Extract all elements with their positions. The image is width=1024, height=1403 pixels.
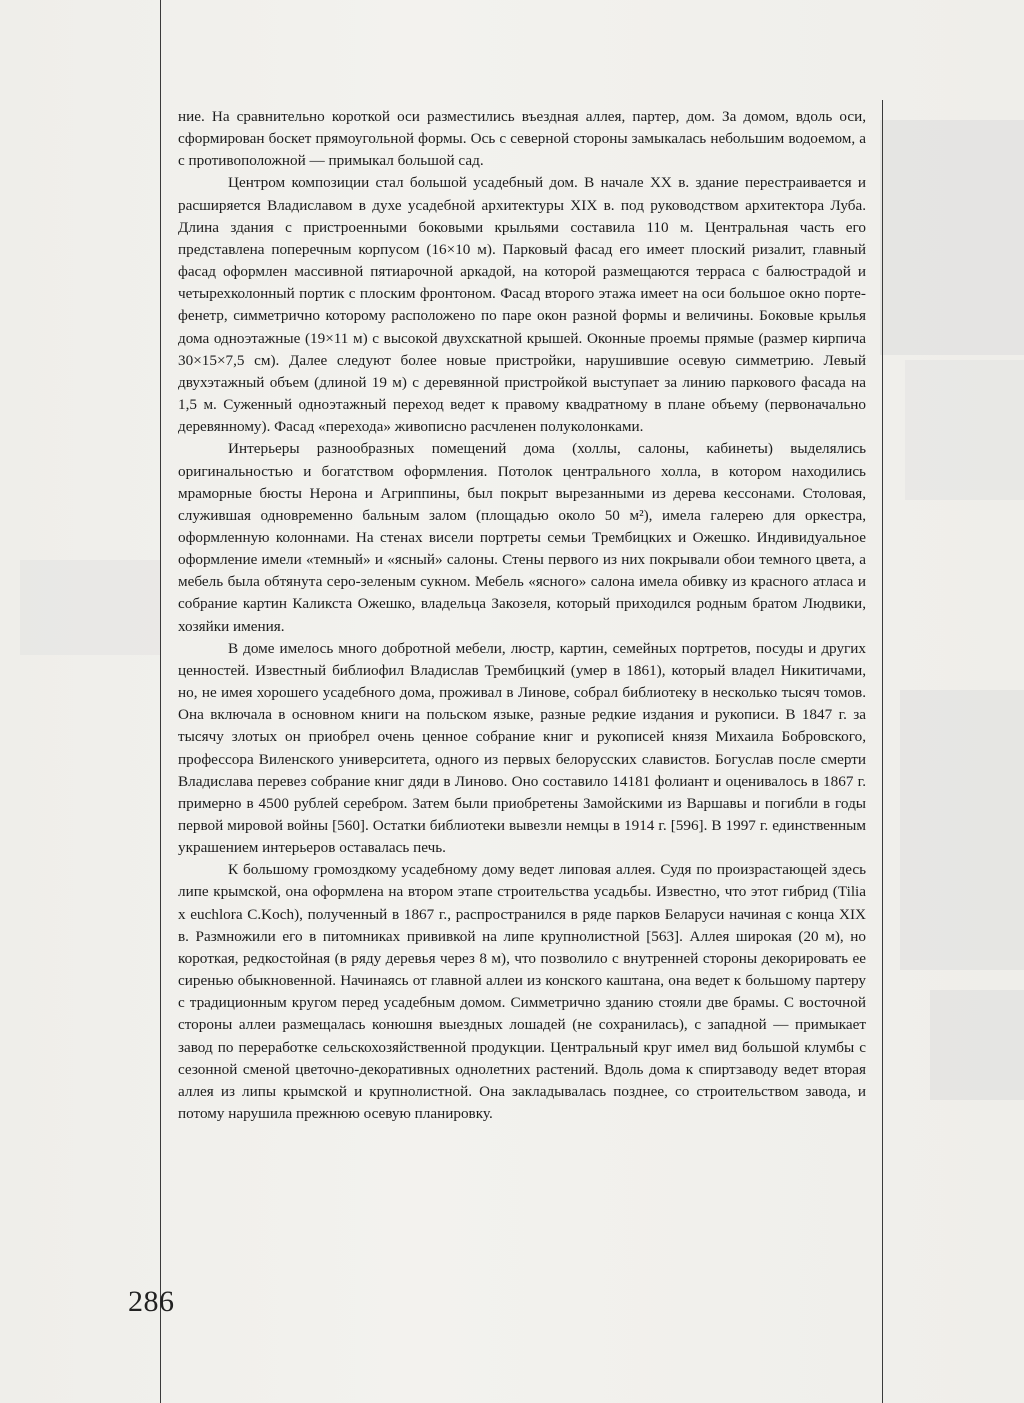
- paragraph: К большому громоздкому усадебному дому ведет липовая аллея. Судя по произрастающей здесь липе крымской, она оформлена на втором этапе строительства усадьбы. Известно, что этот гибрид (Tilia x euchlora C.Koch), полученный в 1867 г., распространился в ряде парков Беларуси начиная с конца XIX в. Размножили его в питомниках прививкой на липе крупнолистной [563]. Аллея широкая (20 м), но короткая, редкостойная (в ряду деревья через 8 м), что позволило с внутренней стороны декорировать ее сиренью обыкновенной. Начинаясь от главной аллеи из конского каштана, она ведет к большому партеру с традиционным кругом перед усадебным домом. Симметрично зданию стояли две брамы. С восточной стороны аллеи размещалась конюшня выездных лошадей (не сохранилась), с западной — примыкает завод по переработке сельскохозяйственной продукции. Центральный круг имел вид большой клумбы с сезонной сменой цветочно-декоративных однолетних растений. Вдоль дома к спиртзаводу ведет вторая аллея из липы крымской и крупнолистной. Она закладывалась позднее, со строительством завода, и потому нарушила прежнюю осевую планировку.: [178, 861, 866, 1123]
- left-margin-rule: [160, 0, 161, 1403]
- paragraph: Интерьеры разнообразных помещений дома (холлы, салоны, кабинеты) выделялись оригинальностью и богатством оформления. Потолок центрального холла, в котором находились мраморные бюсты Нерона и Агриппины, был покрыт вырезанными из дерева кессонами. Столовая, служившая одновременно бальным залом (площадью около 50 м²), имела галерею для оркестра, оформленную колоннами. На стенах висели портреты семьи Трембицких и Ожешко. Индивидуальное оформление имели «темный» и «ясный» салоны. Стены первого из них покрывали обои темного цвета, а мебель была обтянута серо-зеленым сукном. Мебель «ясного» салона имела обивку из красного атласа и собрание картин Каликста Ожешко, владельца Закозеля, который приходился родным братом Людвики, хозяйки имения.: [178, 440, 866, 635]
- paragraph: Центром композиции стал большой усадебный дом. В начале XX в. здание перестраивается и расширяется Владиславом в духе усадебной архитектуры XIX в. под руководством архитектора Луба. Длина здания с пристроенными боковыми крыльями составила 110 м. Центральная часть его представлена поперечным корпусом (16×10 м). Парковый фасад его имеет плоский ризалит, главный фасад оформлен массивной пятиарочной аркадой, на которой размещаются терраса с балюстрадой и четырехколонный портик с плоским фронтоном. Фасад второго этажа имеет на оси большое окно порте-фенетр, симметрично которому расположено по паре окон разной формы и величины. Боковые крылья дома одноэтажные (19×11 м) с высокой двухскатной крышей. Оконные проемы прямые (размер кирпича 30×15×7,5 см). Далее следуют более новые пристройки, нарушившие осевую симметрию. Левый двухэтажный объем (длиной 19 м) с деревянной пристройкой выступает за линию паркового фасада на 1,5 м. Суженный одноэтажный переход ведет к правому квадратному в плане объему (первоначально деревянному). Фасад «перехода» живописно расчленен полуколонками.: [178, 174, 866, 436]
- paragraph: В доме имелось много добротной мебели, люстр, картин, семейных портретов, посуды и других ценностей. Известный библиофил Владислав Трембицкий (умер в 1861), который владел Никитичами, но, не имея хорошего усадебного дома, проживал в Линове, собрал библиотеку в несколько тысяч томов. Она включала в основном книги на польском языке, разные редкие издания и рукописи. В 1847 г. за тысячу злотых он приобрел очень ценное собрание книг и рукописей князя Михаила Бобровского, профессора Виленского университета, одного из первых белорусских славистов. Богуслав после смерти Владислава перевез собрание книг дяди в Линово. Оно составило 14181 фолиант и оценивалось в 1867 г. примерно в 4500 рублей серебром. Затем были приобретены Замойскими из Варшавы и погибли в годы первой мировой войны [560]. Остатки библиотеки вывезли немцы в 1914 г. [596]. В 1997 г. единственным украшением интерьеров оставалась печь.: [178, 639, 866, 857]
- body-text: [178, 106, 866, 1125]
- show-through-shadow: [20, 560, 160, 655]
- show-through-shadow: [930, 990, 1024, 1100]
- show-through-shadow: [880, 120, 1024, 355]
- show-through-shadow: [905, 360, 1024, 500]
- page-number: 286: [128, 1285, 175, 1318]
- right-margin-rule: [882, 100, 883, 1403]
- show-through-shadow: [900, 690, 1024, 970]
- paragraph: ние. На сравнительно короткой оси разместились въездная аллея, партер, дом. За домом, вдоль оси, сформирован боскет прямоугольной формы. Ось с северной стороны замыкалась небольшим водоемом, а с противоположной — примыкал большой сад.: [178, 108, 866, 170]
